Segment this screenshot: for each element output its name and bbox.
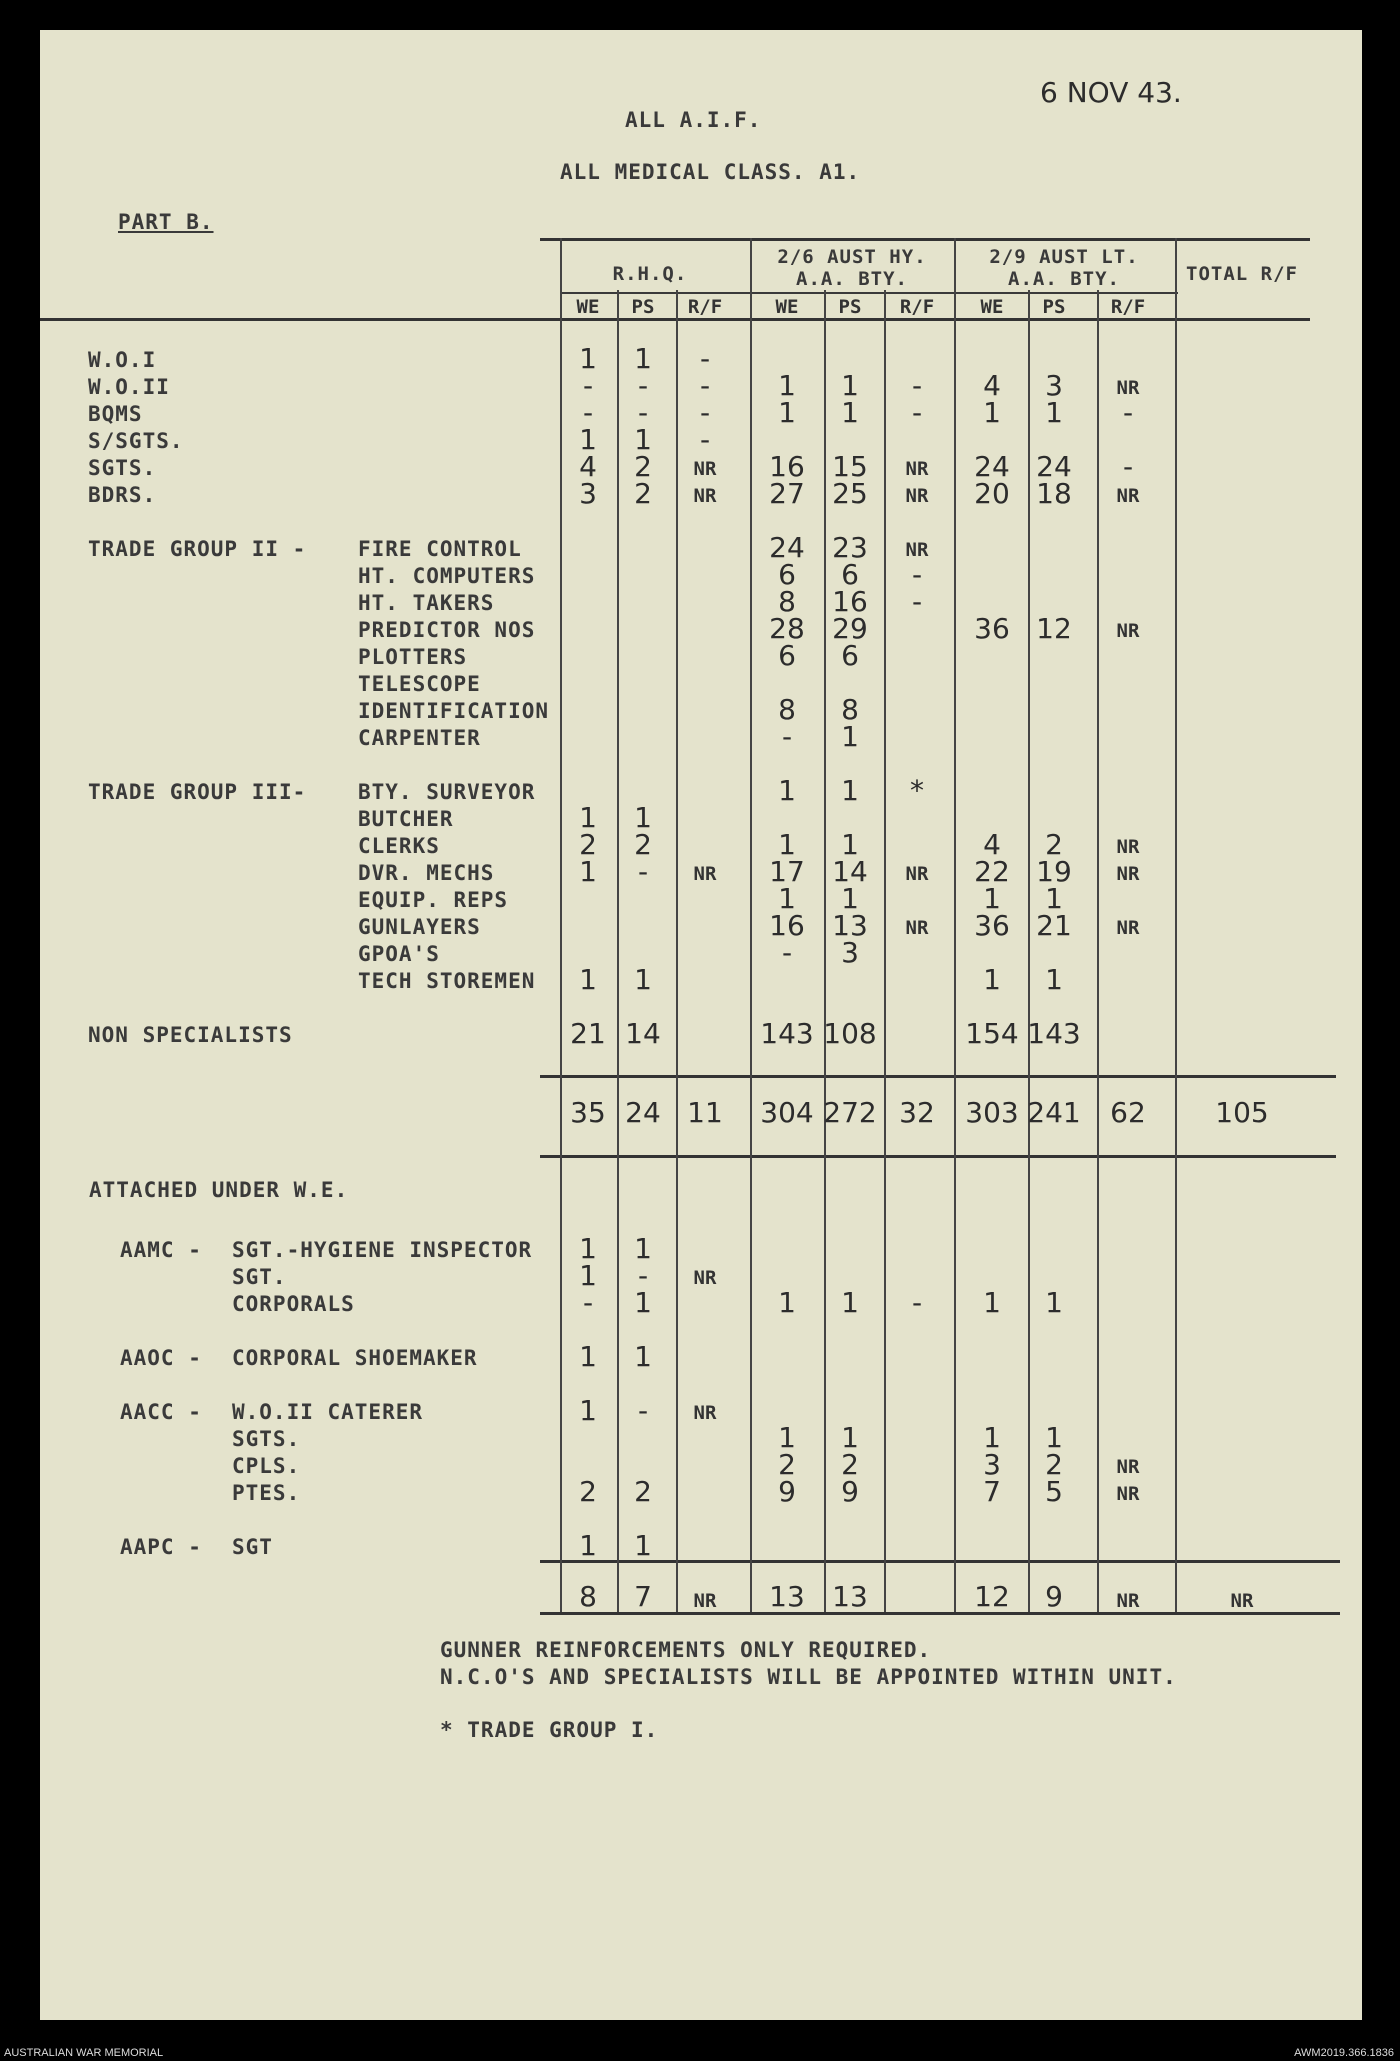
table-cell: NR [1116,836,1140,858]
row-label: BUTCHER [358,807,454,831]
total-cell: 303 [965,1096,1019,1129]
table-cell: 1 [983,1421,1001,1454]
table-cell: 1 [841,396,859,429]
attached-title: ATTACHED UNDER W.E. [89,1178,349,1202]
table-cell: 1 [841,1421,859,1454]
note-1: GUNNER REINFORCEMENTS ONLY REQUIRED. [440,1638,932,1662]
attached-total-cell: NR [1116,1590,1140,1612]
column-group-header: 2/9 AUST LT. A.A. BTY. [989,246,1139,290]
subheader-rule [560,292,1178,294]
row-label: FIRE CONTROL [358,537,522,561]
row-label: BQMS [88,402,143,426]
column-divider [1028,290,1030,1612]
row-label: GUNLAYERS [358,915,481,939]
table-cell: 1 [983,396,1001,429]
column-subheader: WE [980,296,1004,318]
row-label: PTES. [232,1481,301,1505]
table-cell: 1 [634,1529,652,1562]
note-2: N.C.O'S AND SPECIALISTS WILL BE APPOINTED WITHIN UNIT. [440,1665,1177,1689]
column-divider [750,290,752,1612]
table-cell: 36 [974,909,1010,942]
row-label: W.O.I [88,348,157,372]
document-date: 6 NOV 43. [1040,76,1182,109]
table-cell: 16 [832,585,868,618]
total-cell: 62 [1110,1096,1146,1129]
column-divider [824,290,826,1612]
table-cell: NR [1116,377,1140,399]
row-label: HT. COMPUTERS [358,564,536,588]
part-label: PART B. [118,210,214,234]
table-cell: NR [905,917,929,939]
table-cell: 1 [579,801,597,834]
table-cell: 24 [769,531,805,564]
total-cell: 32 [899,1096,935,1129]
table-cell: 1 [778,396,796,429]
table-cell: 1 [634,1340,652,1373]
table-cell: 6 [841,639,859,672]
table-cell: NR [1116,917,1140,939]
note-3: * TRADE GROUP I. [440,1718,659,1742]
attached-total-cell: 12 [974,1580,1010,1613]
table-cell: 6 [778,639,796,672]
table-cell: 19 [1036,855,1072,888]
table-cell: - [699,423,711,456]
table-cell: 1 [579,1259,597,1292]
table-cell: 1 [1045,1286,1063,1319]
total-cell: 11 [687,1096,723,1129]
attached-total-cell: NR [1230,1590,1254,1612]
table-cell: 14 [832,855,868,888]
table-cell: 23 [832,531,868,564]
table-cell: 20 [974,477,1010,510]
table-cell: - [1122,450,1134,483]
trade-group-label: TRADE GROUP III- [88,780,307,804]
table-cell: 1 [841,369,859,402]
table-cell: 1 [579,855,597,888]
column-subheader: R/F [1110,296,1146,318]
table-cell: 13 [832,909,868,942]
table-cell: 4 [983,369,1001,402]
table-cell: 16 [769,909,805,942]
corps-label: AAMC - [120,1238,202,1262]
table-cell: - [699,396,711,429]
table-cell: - [781,936,793,969]
table-cell: 21 [570,1017,606,1050]
column-divider [954,290,956,1612]
table-cell: 108 [823,1017,877,1050]
table-cell: 2 [579,828,597,861]
table-cell: NR [693,863,717,885]
row-label: CORPORALS [232,1292,355,1316]
column-divider [884,290,886,1612]
total-cell: 241 [1027,1096,1081,1129]
totals-top-rule [540,1075,1336,1078]
footer-accession: AWM2019.366.1836 [1294,2047,1394,2059]
row-label: CARPENTER [358,726,481,750]
table-cell: 1 [778,882,796,915]
table-cell: 4 [579,450,597,483]
table-cell: - [582,396,594,429]
attached-totals-bottom-rule [540,1612,1340,1615]
table-cell: - [637,855,649,888]
row-label: NON SPECIALISTS [88,1023,293,1047]
attached-total-cell: 9 [1045,1580,1063,1613]
table-cell: NR [693,1402,717,1424]
row-label: SGT [232,1535,273,1559]
table-cell: 17 [769,855,805,888]
table-cell: 1 [579,1340,597,1373]
table-cell: - [637,396,649,429]
heading-line-2: ALL MEDICAL CLASS. A1. [560,160,861,184]
table-cell: 1 [1045,1421,1063,1454]
table-cell: 1 [634,1232,652,1265]
table-cell: 1 [1045,963,1063,996]
table-cell: 1 [579,1394,597,1427]
table-cell: 3 [1045,369,1063,402]
table-cell: 9 [778,1475,796,1508]
table-cell: 7 [983,1475,1001,1508]
attached-total-cell: 13 [769,1580,805,1613]
table-cell: 1 [778,774,796,807]
table-cell: 1 [634,801,652,834]
table-cell: 8 [778,693,796,726]
table-cell: NR [905,458,929,480]
row-label: GPOA'S [358,942,440,966]
row-label: S/SGTS. [88,429,184,453]
trade-group-label: TRADE GROUP II - [88,537,307,561]
table-cell: 154 [965,1017,1019,1050]
table-cell: 5 [1045,1475,1063,1508]
table-cell: 25 [832,477,868,510]
column-divider [954,238,956,295]
column-divider [560,238,562,1612]
attached-total-cell: 13 [832,1580,868,1613]
row-label: TECH STOREMEN [358,969,536,993]
table-cell: 1 [579,423,597,456]
row-label: CPLS. [232,1454,301,1478]
table-cell: - [699,369,711,402]
table-cell: 6 [841,558,859,591]
corps-label: AAOC - [120,1346,202,1370]
row-label: HT. TAKERS [358,591,495,615]
table-cell: 1 [634,423,652,456]
table-cell: 1 [983,1286,1001,1319]
footer-source: AUSTRALIAN WAR MEMORIAL [4,2047,164,2059]
table-cell: 29 [832,612,868,645]
table-cell: 8 [841,693,859,726]
row-label: CORPORAL SHOEMAKER [232,1346,478,1370]
row-label: BTY. SURVEYOR [358,780,536,804]
table-cell: 18 [1036,477,1072,510]
table-cell: NR [1116,485,1140,507]
table-cell: 28 [769,612,805,645]
attached-total-cell: 8 [579,1580,597,1613]
table-cell: - [1122,396,1134,429]
heading-line-1: ALL A.I.F. [625,108,762,132]
column-divider [1097,290,1099,1612]
row-label: TELESCOPE [358,672,481,696]
table-cell: NR [905,863,929,885]
table-cell: 9 [841,1475,859,1508]
table-cell: 2 [1045,1448,1063,1481]
column-subheader: R/F [899,296,935,318]
table-cell: 6 [778,558,796,591]
corps-label: AAPC - [120,1535,202,1559]
row-label: PLOTTERS [358,645,468,669]
table-cell: - [637,369,649,402]
column-divider [1175,238,1177,1612]
table-cell: 3 [983,1448,1001,1481]
table-cell: 24 [1036,450,1072,483]
table-cell: 15 [832,450,868,483]
table-cell: NR [693,1267,717,1289]
table-cell: 16 [769,450,805,483]
table-cell: 1 [841,828,859,861]
row-label: SGTS. [232,1427,301,1451]
table-cell: 1 [841,882,859,915]
table-cell: 1 [841,720,859,753]
table-cell: 14 [625,1017,661,1050]
table-cell: - [911,396,923,429]
table-cell: - [911,558,923,591]
column-subheader: WE [576,296,600,318]
table-cell: 1 [1045,396,1063,429]
document-page [40,30,1362,2020]
table-cell: 1 [983,882,1001,915]
column-subheader: PS [1042,296,1066,318]
table-cell: 2 [634,1475,652,1508]
total-cell: 24 [625,1096,661,1129]
total-cell: 304 [760,1096,814,1129]
table-cell: - [637,1259,649,1292]
table-cell: NR [1116,1456,1140,1478]
table-cell: 143 [760,1017,814,1050]
table-cell: NR [905,485,929,507]
table-cell: 1 [983,963,1001,996]
table-cell: - [911,369,923,402]
row-label: EQUIP. REPS [358,888,509,912]
totals-bottom-rule [540,1155,1336,1158]
table-cell: 1 [841,774,859,807]
table-cell: 1 [634,1286,652,1319]
table-cell: 12 [1036,612,1072,645]
attached-totals-top-rule [540,1560,1340,1563]
column-divider [617,290,619,1612]
column-divider [750,238,752,295]
attached-total-cell: NR [693,1590,717,1612]
table-cell: 1 [579,1232,597,1265]
row-label: W.O.II CATERER [232,1400,424,1424]
column-subheader: PS [631,296,655,318]
table-cell: 36 [974,612,1010,645]
column-group-header: TOTAL R/F [1186,263,1298,285]
table-top-rule [540,238,1310,241]
total-cell: 272 [823,1096,877,1129]
table-cell: - [637,1394,649,1427]
table-cell: 1 [778,369,796,402]
table-cell: 8 [778,585,796,618]
table-cell: 1 [579,1529,597,1562]
table-cell: NR [1116,1483,1140,1505]
table-cell: 4 [983,828,1001,861]
table-cell: 27 [769,477,805,510]
table-cell: - [582,369,594,402]
row-label: DVR. MECHS [358,861,495,885]
table-cell: 2 [841,1448,859,1481]
table-cell: NR [693,458,717,480]
table-cell: - [582,1286,594,1319]
row-label: W.O.II [88,375,170,399]
table-cell: NR [905,539,929,561]
table-cell: 2 [634,450,652,483]
table-cell: 1 [1045,882,1063,915]
table-cell: 1 [579,342,597,375]
table-cell: * [910,774,924,807]
table-cell: 3 [579,477,597,510]
header-bottom-rule [40,318,1310,321]
row-label: BDRS. [88,483,157,507]
column-subheader: R/F [687,296,723,318]
row-label: SGT.-HYGIENE INSPECTOR [232,1238,533,1262]
table-cell: 2 [634,828,652,861]
total-cell: 35 [570,1096,606,1129]
table-cell: - [781,720,793,753]
table-cell: 143 [1027,1017,1081,1050]
table-cell: NR [1116,620,1140,642]
table-cell: NR [1116,863,1140,885]
row-label: SGT. [232,1265,287,1289]
row-label: SGTS. [88,456,157,480]
column-subheader: WE [775,296,799,318]
table-cell: 2 [1045,828,1063,861]
table-cell: 24 [974,450,1010,483]
total-cell: 105 [1215,1096,1269,1129]
table-cell: 21 [1036,909,1072,942]
table-cell: 1 [634,963,652,996]
column-group-header: R.H.Q. [612,263,688,285]
table-cell: - [699,342,711,375]
table-cell: 2 [634,477,652,510]
table-cell: 1 [778,1286,796,1319]
row-label: IDENTIFICATION [358,699,550,723]
row-label: CLERKS [358,834,440,858]
table-cell: 22 [974,855,1010,888]
column-divider [676,290,678,1612]
table-cell: 1 [841,1286,859,1319]
table-cell: 2 [579,1475,597,1508]
table-cell: 2 [778,1448,796,1481]
table-cell: NR [693,485,717,507]
table-cell: - [911,585,923,618]
column-subheader: PS [838,296,862,318]
attached-total-cell: 7 [634,1580,652,1613]
table-cell: 1 [579,963,597,996]
table-cell: - [911,1286,923,1319]
table-cell: 3 [841,936,859,969]
table-cell: 1 [778,828,796,861]
table-cell: 1 [634,342,652,375]
row-label: PREDICTOR NOS [358,618,536,642]
corps-label: AACC - [120,1400,202,1424]
table-cell: 1 [778,1421,796,1454]
column-group-header: 2/6 AUST HY. A.A. BTY. [777,246,927,290]
